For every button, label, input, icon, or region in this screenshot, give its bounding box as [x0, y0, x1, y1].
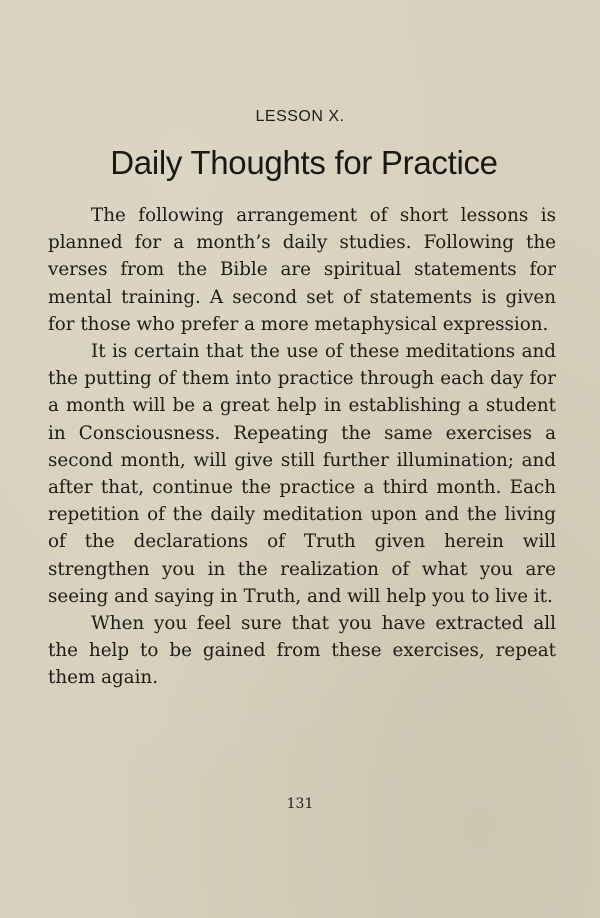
body-text	[48, 202, 556, 692]
lesson-label: LESSON X.	[255, 108, 345, 125]
paragraph-1: The following arrangement of short lessons is planned for a month’s daily studies. Following the verses from the Bible are spiritual statements for mental training. A second set of statements is given for those who prefer a more metaphysical expression.	[48, 205, 556, 335]
paragraph-3: When you feel sure that you have extracted all the help to be gained from these exercises, repeat them again.	[48, 613, 556, 689]
page-title: Daily Thoughts for Practice	[110, 144, 498, 181]
paragraph-2: It is certain that the use of these meditations and the putting of them into practice through each day for a month will be a great help in establishing a student in Consciousness. Repeating the same exercises a second month, will give still further illumination; and after that, continue the practice a third month. Each repetition of the daily meditation upon and the living of the declarations of Truth given herein will strengthen you in the realization of what you are seeing and saying in Truth, and will help you to live it.	[48, 341, 556, 607]
page-number: 131	[286, 796, 314, 812]
